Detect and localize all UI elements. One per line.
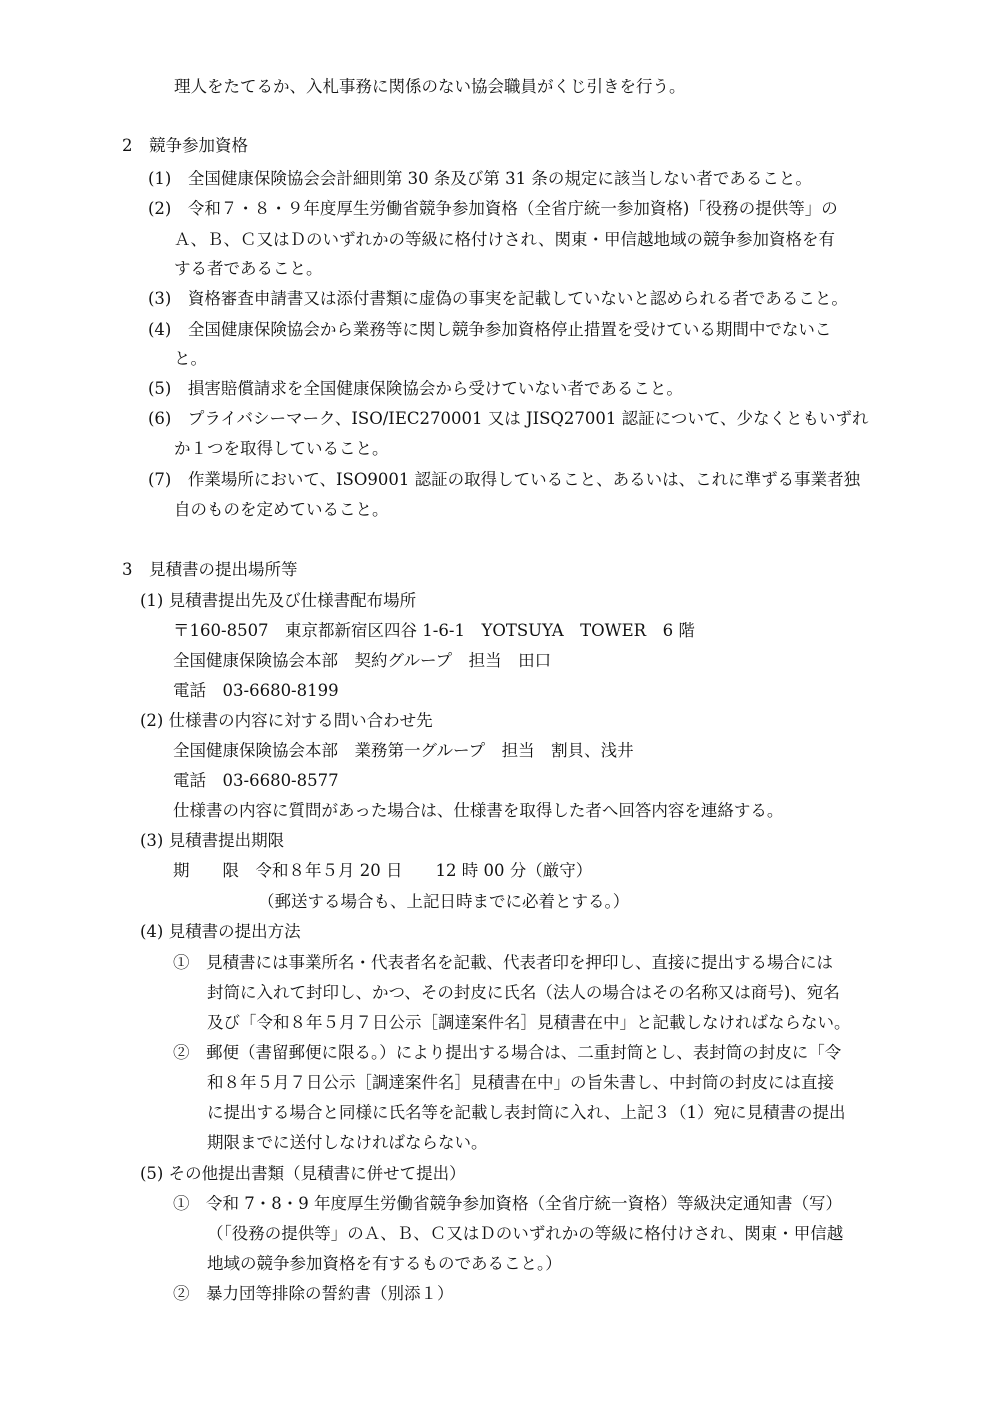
text-line: 仕様書の内容に質問があった場合は、仕様書を取得した者へ回答内容を連絡する。 [173, 801, 784, 820]
contact-line: 全国健康保険協会本部 業務第一グループ 担当 割貝、浅井 [173, 741, 634, 760]
list-item-continuation: 自のものを定めていること。 [174, 500, 389, 519]
phone-line: 電話 03-6680-8577 [173, 771, 339, 790]
address-line: 〒160-8507 東京都新宿区四谷 1-6-1 YOTSUYA TOWER 6 階 [173, 621, 695, 640]
list-item: (2) 令和７・８・９年度厚生労働省競争参加資格（全省庁統一参加資格)「役務の提供等」の [148, 199, 838, 218]
phone-line: 電話 03-6680-8199 [173, 681, 339, 700]
subsection-heading: (5) その他提出書類（見積書に併せて提出） [140, 1164, 466, 1183]
contact-line: 全国健康保険協会本部 契約グループ 担当 田口 [173, 651, 552, 670]
list-item-continuation: か１つを取得していること。 [174, 439, 389, 458]
list-item: (4) 全国健康保険協会から業務等に関し競争参加資格停止措置を受けている期間中でないこ [148, 320, 832, 339]
list-item: (5) 損害賠償請求を全国健康保険協会から受けていない者であること。 [148, 379, 683, 398]
list-item-continuation: する者であること。 [174, 259, 323, 278]
numbered-item-continuation: 地域の競争参加資格を有するものであること。） [207, 1254, 562, 1273]
numbered-item: ① 令和 7・8・9 年度厚生労働省競争参加資格（全省庁統一資格）等級決定通知書（写） [173, 1194, 842, 1213]
numbered-item: ② 郵便（書留郵便に限る。）により提出する場合は、二重封筒とし、表封筒の封皮に「令 [173, 1043, 842, 1062]
list-item: (1) 全国健康保険協会会計細則第 30 条及び第 31 条の規定に該当しない者であること。 [148, 169, 812, 188]
list-item-continuation: Ａ、Ｂ、Ｃ又はＤのいずれかの等級に格付けされ、関東・甲信越地域の競争参加資格を有 [174, 230, 835, 249]
numbered-item-continuation: 及び「令和８年５月７日公示［調達案件名］見積書在中」と記載しなければならない。 [207, 1013, 851, 1032]
list-item: (6) プライバシーマーク、ISO/IEC270001 又は JISQ27001 認証について、少なくともいずれ [148, 409, 869, 428]
subsection-heading: (4) 見積書の提出方法 [140, 922, 301, 941]
numbered-item-continuation: に提出する場合と同様に氏名等を記載し表封筒に入れ、上記３（1）宛に見積書の提出 [207, 1103, 846, 1122]
deadline-line: 期 限 令和８年５月 20 日 12 時 00 分（厳守） [173, 861, 593, 880]
subsection-heading: (1) 見積書提出先及び仕様書配布場所 [140, 591, 417, 610]
numbered-item-continuation: 和８年５月７日公示［調達案件名］見積書在中」の旨朱書し、中封筒の封皮には直接 [207, 1073, 834, 1092]
section-heading: 2 競争参加資格 [122, 136, 248, 155]
list-item: (3) 資格審査申請書又は添付書類に虚偽の事実を記載していないと認められる者であること。 [148, 289, 848, 308]
text-line: 理人をたてるか、入札事務に関係のない協会職員がくじ引きを行う。 [174, 77, 686, 96]
deadline-note: （郵送する場合も、上記日時までに必着とする。） [258, 892, 630, 911]
list-item: (7) 作業場所において、ISO9001 認証の取得していること、あるいは、これに準ずる事業者独 [148, 470, 861, 489]
numbered-item: ② 暴力団等排除の誓約書（別添１） [173, 1284, 454, 1303]
numbered-item-continuation: 期限までに送付しなければならない。 [207, 1133, 488, 1152]
section-heading: 3 見積書の提出場所等 [122, 560, 298, 579]
numbered-item-continuation: 封筒に入れて封印し、かつ、その封皮に氏名（法人の場合はその名称又は商号)、宛名 [207, 983, 840, 1002]
subsection-heading: (2) 仕様書の内容に対する問い合わせ先 [140, 711, 433, 730]
numbered-item-continuation: （「役務の提供等」のＡ、Ｂ、Ｃ又はＤのいずれかの等級に格付けされ、関東・甲信越 [207, 1224, 844, 1243]
numbered-item: ① 見積書には事業所名・代表者名を記載、代表者印を押印し、直接に提出する場合には [173, 953, 833, 972]
list-item-continuation: と。 [174, 349, 207, 368]
subsection-heading: (3) 見積書提出期限 [140, 831, 285, 850]
